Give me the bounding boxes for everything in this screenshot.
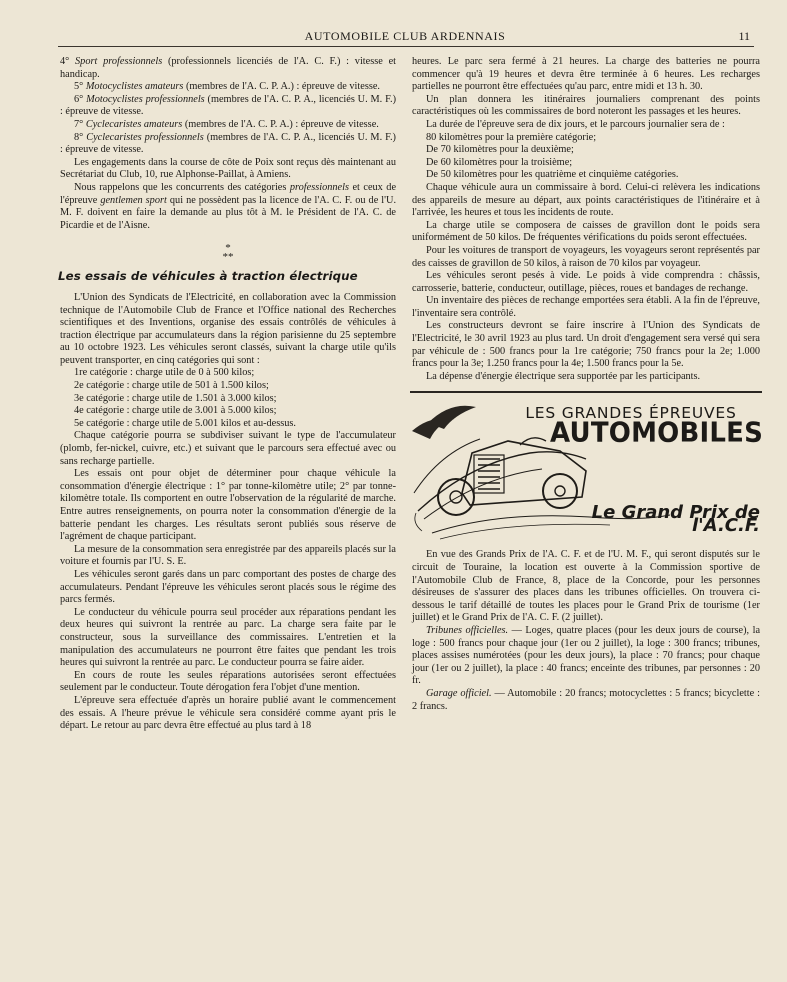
body-paragraph: Le conducteur du véhicule pourra seul procéder aux réparations pendant les deux heures qui suivront la rentrée au parc. La charge sera faite par le constructeur, sous la surveillance des commissaires. L'entretien et la manipulation des accumulateurs ne pourront être faites que pendant les trois heures qui suivront la rentrée au parc. Le conducteur pourra se faire aider. <box>60 606 396 669</box>
distance-item: De 70 kilomètres pour la deuxième; <box>426 144 574 156</box>
class-item: 5° Motocyclistes amateurs (membres de l'A. C. P. A.) : épreuve de vitesse. <box>74 81 380 93</box>
class-item: 6° Motocyclistes professionnels (membres de l'A. C. P. A., licenciés U. M. F.) : épreuve de vitesse. <box>60 93 396 118</box>
distance-item: De 60 kilomètres pour la troisième; <box>426 156 573 168</box>
distance-item: 80 kilomètres pour la première catégorie; <box>426 131 597 143</box>
body-paragraph: L'épreuve sera effectuée d'après un horaire publié avant le commencement des essais. A l'heure prévue le véhicule sera considéré comme ayant pris le départ. Le retour au parc devra être effectué au plus tard à 18 <box>60 694 396 732</box>
category-item: 1re catégorie : charge utile de 0 à 500 kilos; <box>74 367 255 379</box>
body-paragraph: Chaque catégorie pourra se subdiviser suivant le type de l'accumulateur (plomb, fer-nickel, cuivre, etc.) et suivant que le parcours sera effectué avec ou sans recharge partielle. <box>60 430 396 467</box>
category-item: 3e catégorie : charge utile de 1.501 à 3.000 kilos; <box>74 392 277 404</box>
page-number: 11 <box>738 29 750 43</box>
body-paragraph: En cours de route les seules réparations autorisées seront effectuées seulement par le conducteur. Toute dérogation fera l'objet d'une mention. <box>60 669 396 694</box>
body-paragraph: Un inventaire des pièces de rechange emportées sera établi. A la fin de l'épreuve, l'inventaire sera contrôlé. <box>412 295 760 319</box>
body-paragraph: Les essais ont pour objet de déterminer pour chaque véhicule la consommation d'énergie électrique : 1° par tonne-kilomètre utile; 2° par tonne-kilomètre totale. Ils comportent en outre l'observation de la régularité de marche. Entre autres renseignements, on pourra noter la consommation d'énergie de la batterie pendant les charges. Les résultats seront publiés sous réserve de l'agrément de chaque participant. <box>60 468 396 543</box>
tribunes-paragraph: Tribunes officielles. — Loges, quatre places (pour les deux jours de course), la loge : 500 francs pour chaque jour (1er ou 2 juillet), la loge : 300 francs; tribunes, places assises numérotées (pour les deux jours), la place : 70 francs; pour chaque jour (1er ou 2 juillet), la place : 40 francs; enceinte des tribunes, par personnes : 20 fr. <box>412 625 761 687</box>
page-header <box>60 29 750 45</box>
category-item: 5e catégorie : charge utile de 5.001 kilos et au-dessus. <box>74 417 296 429</box>
left-column <box>60 56 396 733</box>
body-paragraph: La durée de l'épreuve sera de dix jours, et le parcours journalier sera de : <box>426 118 725 130</box>
header-rule <box>58 46 754 47</box>
banner-line-3: Le Grand Prix de l'A.C.F. <box>591 502 760 537</box>
body-paragraph: Les véhicules seront garés dans un parc comportant des postes de charge des accumulateurs. Pendant l'épreuve les véhicules seront placés sous le régime des parcs fermés. <box>60 568 396 606</box>
body-paragraph: Pour les voitures de transport de voyageurs, les voyageurs seront représentés par des caisses de gravillon de 50 kilos, à raison de 70 kilos par voyageur. <box>412 244 760 269</box>
banner-line-1: LES GRANDES ÉPREUVES <box>525 404 737 423</box>
section-title: Les essais de véhicules à traction électrique <box>58 269 358 284</box>
right-column <box>412 56 763 713</box>
class-item: 4° Sport professionnels (professionnels licenciés de l'A. C. F.) : vitesse et handicap. <box>60 56 397 80</box>
category-item: 2e catégorie : charge utile de 501 à 1.500 kilos; <box>74 380 269 392</box>
intro-paragraph: L'Union des Syndicats de l'Electricité, en collaboration avec la Commission technique de l'Automobile Club de France et l'Office national des Recherches scientifiques et des Inventions, organise des essais contrôlés de véhicules à traction électrique par accumulateurs dans la région parisienne du 25 septembre au 10 octobre 1923. Les véhicules seront classés, suivant la charge utile qu'ils peuvent transporter, en cinq catégories qui sont : <box>60 291 396 366</box>
body-paragraph: Chaque véhicule aura un commissaire à bord. Celui-ci relèvera les indications des appareils de mesure au départ, aux points caractéristiques de l'itinéraire et à l'arrivée, les heures et tous les incidents de route. <box>412 181 760 219</box>
grand-prix-paragraph: En vue des Grands Prix de l'A. C. F. et de l'U. M. F., qui seront disputés sur le circuit de Touraine, la location est ouverte à la Commission sportive de l'Automobile Club de France, 8, place de la Concorde, pour les personnes désireuses de s'assurer des places dans les tribunes officielles. On trouvera ci-dessous le tarif détaillé de toutes les places pour le Grand Prix de tourisme (1er juillet) et le Grand Prix de l'A. C. F. (2 juillet). <box>412 549 760 624</box>
engagements-paragraph: Les engagements dans la course de côte de Poix sont reçus dès maintenant au Secrétariat du Club, 10, rue Alphonse-Paillat, à Amiens. <box>60 156 396 181</box>
body-paragraph: Les constructeurs devront se faire inscrire à l'Union des Syndicats de l'Electricité, le 30 avril 1923 au plus tard. Un droit d'engagement sera versé qui sera par véhicule de : 500 francs pour la 1re catégorie; 750 francs pour la 2e; 1.000 francs pour la 3e; 1.250 francs pour la 4e; 1.500 francs pour la 5e. <box>412 320 760 370</box>
body-paragraph: La charge utile se composera de caisses de gravillon dont le poids sera uniformément de 50 kilos. De fréquentes vérifications du poids seront effectuées. <box>412 219 760 244</box>
class-item: 7° Cyclecaristes amateurs (membres de l'A. C. P. A.) : épreuve de vitesse. <box>74 118 379 130</box>
body-paragraph: La dépense d'énergie électrique sera supportée par les participants. <box>426 370 701 382</box>
body-paragraph: Un plan donnera les itinéraires journaliers comprenant des points caractéristiques où les commissaires de bord noteront les passages et les heures. <box>412 93 760 118</box>
banner-line-2: AUTOMOBILES <box>550 417 763 450</box>
grand-prix-banner <box>410 391 762 543</box>
body-paragraph: La mesure de la consommation sera enregistrée par des appareils placés sur la voiture et fournis par l'U. S. E. <box>60 543 396 568</box>
class-item: 8° Cyclecaristes professionnels (membres de l'A. C. P. A., licenciés U. M. F.) : épreuve de vitesse. <box>60 131 396 156</box>
section-separator: * ** <box>222 242 234 264</box>
garage-paragraph: Garage officiel. — Automobile : 20 francs; motocyclettes : 5 francs; bicyclette : 2 francs. <box>412 687 760 712</box>
category-item: 4e catégorie : charge utile de 3.001 à 5.000 kilos; <box>74 405 277 417</box>
body-paragraph: Les véhicules seront pesés à vide. Le poids à vide comprendra : châssis, carrosserie, batterie, conducteur, outillage, pièces, roues et bandages de rechange. <box>412 270 760 294</box>
rappel-paragraph: Nous rappelons que les concurrents des catégories professionnels et ceux de l'épreuve gentlemen sport qui ne possèdent pas la licence de l'A. C. F. ou de l'U. M. F. doivent en faire la demande au plus tôt à M. le Président de l'A. C. de Picardie et de l'Aisne. <box>60 181 397 231</box>
body-paragraph: heures. Le parc sera fermé à 21 heures. La charge des batteries ne pourra commencer qu'à 19 heures et devra être terminée à 6 heures. Les recharges partielles ne pourront être effectuées qu'au parc, entre midi et 13 h. 30. <box>412 56 760 93</box>
distance-item: De 50 kilomètres pour les quatrième et cinquième catégories. <box>426 169 679 181</box>
running-title: AUTOMOBILE CLUB ARDENNAIS <box>304 29 506 43</box>
